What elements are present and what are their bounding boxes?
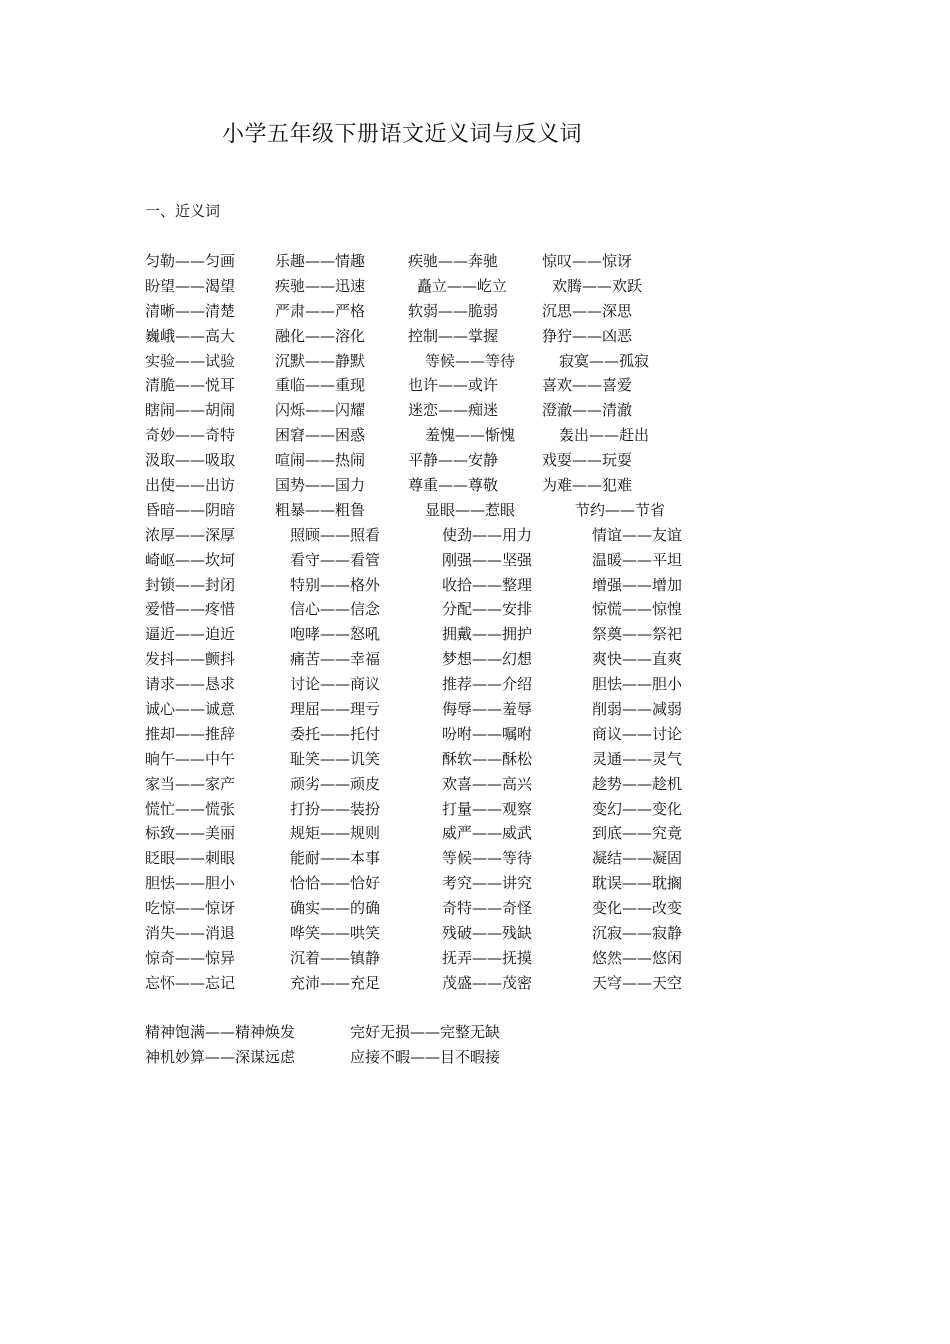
synonym-pair: 节约——节省 bbox=[575, 500, 666, 519]
synonym-pair: 奇妙——奇特 bbox=[145, 426, 236, 445]
synonym-pair: 清脆——悦耳 bbox=[145, 376, 236, 395]
synonym-pair: 融化——溶化 bbox=[275, 326, 366, 345]
synonym-pair: 吃惊——惊讶 bbox=[145, 899, 236, 918]
synonym-pair: 软弱——脆弱 bbox=[408, 301, 499, 320]
synonym-pair: 梦想——幻想 bbox=[442, 650, 533, 669]
synonym-pair: 理屈——理亏 bbox=[290, 700, 381, 719]
synonym-pair: 眨眼——刺眼 bbox=[145, 849, 236, 868]
synonym-pair: 粗暴——粗鲁 bbox=[275, 500, 366, 519]
synonym-pair: 打扮——装扮 bbox=[290, 799, 381, 818]
synonym-pair: 实验——试验 bbox=[145, 351, 236, 370]
synonym-pair: 欢喜——高兴 bbox=[442, 774, 533, 793]
synonym-pair: 逼近——迫近 bbox=[145, 625, 236, 644]
synonym-pair: 戏耍——玩耍 bbox=[542, 451, 633, 470]
synonym-pair: 胆怯——胆小 bbox=[145, 874, 236, 893]
synonym-pair: 温暖——平坦 bbox=[592, 550, 683, 569]
synonym-pair: 情谊——友谊 bbox=[592, 525, 683, 544]
synonym-pair: 抚弄——抚摸 bbox=[442, 948, 533, 967]
synonym-pair: 变幻——变化 bbox=[592, 799, 683, 818]
synonym-pair: 悠然——悠闲 bbox=[592, 948, 683, 967]
synonym-pair: 为难——犯难 bbox=[542, 476, 633, 495]
synonym-pair: 充沛——充足 bbox=[290, 973, 381, 992]
section-heading-synonyms: 一、近义词 bbox=[145, 202, 221, 220]
synonym-pair: 匀勒——匀画 bbox=[145, 252, 236, 270]
synonym-pair: 胆怯——胆小 bbox=[592, 675, 683, 694]
synonym-pair: 茂盛——茂密 bbox=[442, 973, 533, 992]
synonym-pair: 汲取——吸取 bbox=[145, 451, 236, 470]
synonym-pair: 惊慌——惊惶 bbox=[592, 600, 683, 619]
synonym-pair: 喧闹——热闹 bbox=[275, 451, 366, 470]
synonym-pair: 耻笑——讥笑 bbox=[290, 749, 381, 768]
synonym-pair: 看守——看管 bbox=[290, 550, 381, 569]
synonym-pair: 平静——安静 bbox=[408, 451, 499, 470]
synonym-pair: 趁势——趁机 bbox=[592, 774, 683, 793]
synonym-pair: 等候——等待 bbox=[425, 351, 516, 370]
synonym-pair: 耽误——耽搁 bbox=[592, 874, 683, 893]
synonym-pair: 闪烁——闪耀 bbox=[275, 401, 366, 420]
synonym-pair: 讨论——商议 bbox=[290, 675, 381, 694]
synonym-pair: 爽快——直爽 bbox=[592, 650, 683, 669]
synonym-pair: 消失——消退 bbox=[145, 924, 236, 943]
synonym-pair: 规矩——规则 bbox=[290, 824, 381, 843]
synonym-pair: 能耐——本事 bbox=[290, 849, 381, 868]
synonym-pair: 顽劣——顽皮 bbox=[290, 774, 381, 793]
synonym-pair: 轰出——赶出 bbox=[559, 426, 650, 445]
synonym-pair: 天穹——天空 bbox=[592, 973, 683, 992]
synonym-pair: 发抖——颤抖 bbox=[145, 650, 236, 669]
synonym-pair: 到底——究竟 bbox=[592, 824, 683, 843]
synonym-pair: 乐趣——情趣 bbox=[275, 252, 366, 270]
synonym-pair: 家当——家产 bbox=[145, 774, 236, 793]
synonym-pair: 巍峨——高大 bbox=[145, 326, 236, 345]
synonym-pair: 削弱——减弱 bbox=[592, 700, 683, 719]
synonym-pair: 推却——推辞 bbox=[145, 724, 236, 743]
synonym-pair: 使劲——用力 bbox=[442, 525, 533, 544]
synonym-pair: 也许——或许 bbox=[408, 376, 499, 395]
synonym-pair: 爱惜——疼惜 bbox=[145, 600, 236, 619]
synonym-pair: 祭奠——祭祀 bbox=[592, 625, 683, 644]
synonym-pair: 困窘——困惑 bbox=[275, 426, 366, 445]
idiom-pair: 应接不暇——目不暇接 bbox=[350, 1048, 501, 1066]
synonym-pair: 疾驰——迅速 bbox=[275, 276, 366, 295]
synonym-pair: 灵通——灵气 bbox=[592, 749, 683, 768]
synonym-pair: 沉着——镇静 bbox=[290, 948, 381, 967]
synonym-pair: 考究——讲究 bbox=[442, 874, 533, 893]
synonym-pair: 显眼——惹眼 bbox=[425, 500, 516, 519]
synonym-pair: 惊叹——惊讶 bbox=[542, 252, 633, 270]
synonym-pair: 商议——讨论 bbox=[592, 724, 683, 743]
synonym-pair: 凝结——凝固 bbox=[592, 849, 683, 868]
synonym-pair: 确实——的确 bbox=[290, 899, 381, 918]
synonym-pair: 咆哮——怒吼 bbox=[290, 625, 381, 644]
synonym-pair: 委托——托付 bbox=[290, 724, 381, 743]
synonym-pair: 酥软——酥松 bbox=[442, 749, 533, 768]
synonym-pair: 昏暗——阴暗 bbox=[145, 500, 236, 519]
synonym-pair: 浓厚——深厚 bbox=[145, 525, 236, 544]
synonym-pair: 照顾——照看 bbox=[290, 525, 381, 544]
synonym-pair: 吩咐——嘱咐 bbox=[442, 724, 533, 743]
synonym-pair: 欢腾——欢跃 bbox=[552, 276, 643, 295]
synonym-pair: 诚心——诚意 bbox=[145, 700, 236, 719]
synonym-pair: 推荐——介绍 bbox=[442, 675, 533, 694]
synonym-pair: 沉默——静默 bbox=[275, 351, 366, 370]
idiom-pair: 精神饱满——精神焕发 bbox=[145, 1023, 296, 1041]
idiom-pair: 完好无损——完整无缺 bbox=[350, 1023, 501, 1041]
synonym-pair: 封锁——封闭 bbox=[145, 575, 236, 594]
synonym-pair: 晌午——中午 bbox=[145, 749, 236, 768]
synonym-pair: 严肃——严格 bbox=[275, 301, 366, 320]
synonym-pair: 慌忙——慌张 bbox=[145, 799, 236, 818]
synonym-pair: 标致——美丽 bbox=[145, 824, 236, 843]
synonym-pair: 增强——增加 bbox=[592, 575, 683, 594]
synonym-pair: 清晰——清楚 bbox=[145, 301, 236, 320]
synonym-pair: 哗笑——哄笑 bbox=[290, 924, 381, 943]
synonym-pair: 拥戴——拥护 bbox=[442, 625, 533, 644]
synonym-pair: 迷恋——痴迷 bbox=[408, 401, 499, 420]
synonym-pair: 痛苦——幸福 bbox=[290, 650, 381, 669]
synonym-pair: 等候——等待 bbox=[442, 849, 533, 868]
synonym-pair: 奇特——奇怪 bbox=[442, 899, 533, 918]
synonym-pair: 残破——残缺 bbox=[442, 924, 533, 943]
synonym-pair: 疾驰——奔驰 bbox=[408, 252, 499, 270]
synonym-pair: 沉寂——寂静 bbox=[592, 924, 683, 943]
synonym-pair: 刚强——坚强 bbox=[442, 550, 533, 569]
synonym-pair: 打量——观察 bbox=[442, 799, 533, 818]
synonym-pair: 请求——恳求 bbox=[145, 675, 236, 694]
synonym-pair: 崎岖——坎坷 bbox=[145, 550, 236, 569]
synonym-pair: 侮辱——羞辱 bbox=[442, 700, 533, 719]
synonym-pair: 收拾——整理 bbox=[442, 575, 533, 594]
synonym-pair: 狰狞——凶恶 bbox=[542, 326, 633, 345]
synonym-pair: 重临——重现 bbox=[275, 376, 366, 395]
synonym-pair: 信心——信念 bbox=[290, 600, 381, 619]
synonym-pair: 羞愧——惭愧 bbox=[425, 426, 516, 445]
synonym-pair: 沉思——深思 bbox=[542, 301, 633, 320]
page-title: 小学五年级下册语文近义词与反义词 bbox=[222, 122, 583, 147]
synonym-pair: 盼望——渴望 bbox=[145, 276, 236, 295]
synonym-pair: 特别——格外 bbox=[290, 575, 381, 594]
synonym-pair: 澄澈——清澈 bbox=[542, 401, 633, 420]
idiom-pair: 神机妙算——深谋远虑 bbox=[145, 1048, 296, 1066]
synonym-pair: 恰恰——恰好 bbox=[290, 874, 381, 893]
synonym-pair: 喜欢——喜爱 bbox=[542, 376, 633, 395]
synonym-pair: 惊奇——惊异 bbox=[145, 948, 236, 967]
synonym-pair: 变化——改变 bbox=[592, 899, 683, 918]
synonym-pair: 分配——安排 bbox=[442, 600, 533, 619]
synonym-pair: 威严——威武 bbox=[442, 824, 533, 843]
synonym-pair: 控制——掌握 bbox=[408, 326, 499, 345]
synonym-pair: 瞎闹——胡闹 bbox=[145, 401, 236, 420]
synonym-pair: 矗立——屹立 bbox=[417, 276, 508, 295]
synonym-pair: 寂寞——孤寂 bbox=[559, 351, 650, 370]
synonym-pair: 忘怀——忘记 bbox=[145, 973, 236, 992]
synonym-pair: 出使——出访 bbox=[145, 476, 236, 495]
synonym-pair: 国势——国力 bbox=[275, 476, 366, 495]
synonym-pair: 尊重——尊敬 bbox=[408, 476, 499, 495]
